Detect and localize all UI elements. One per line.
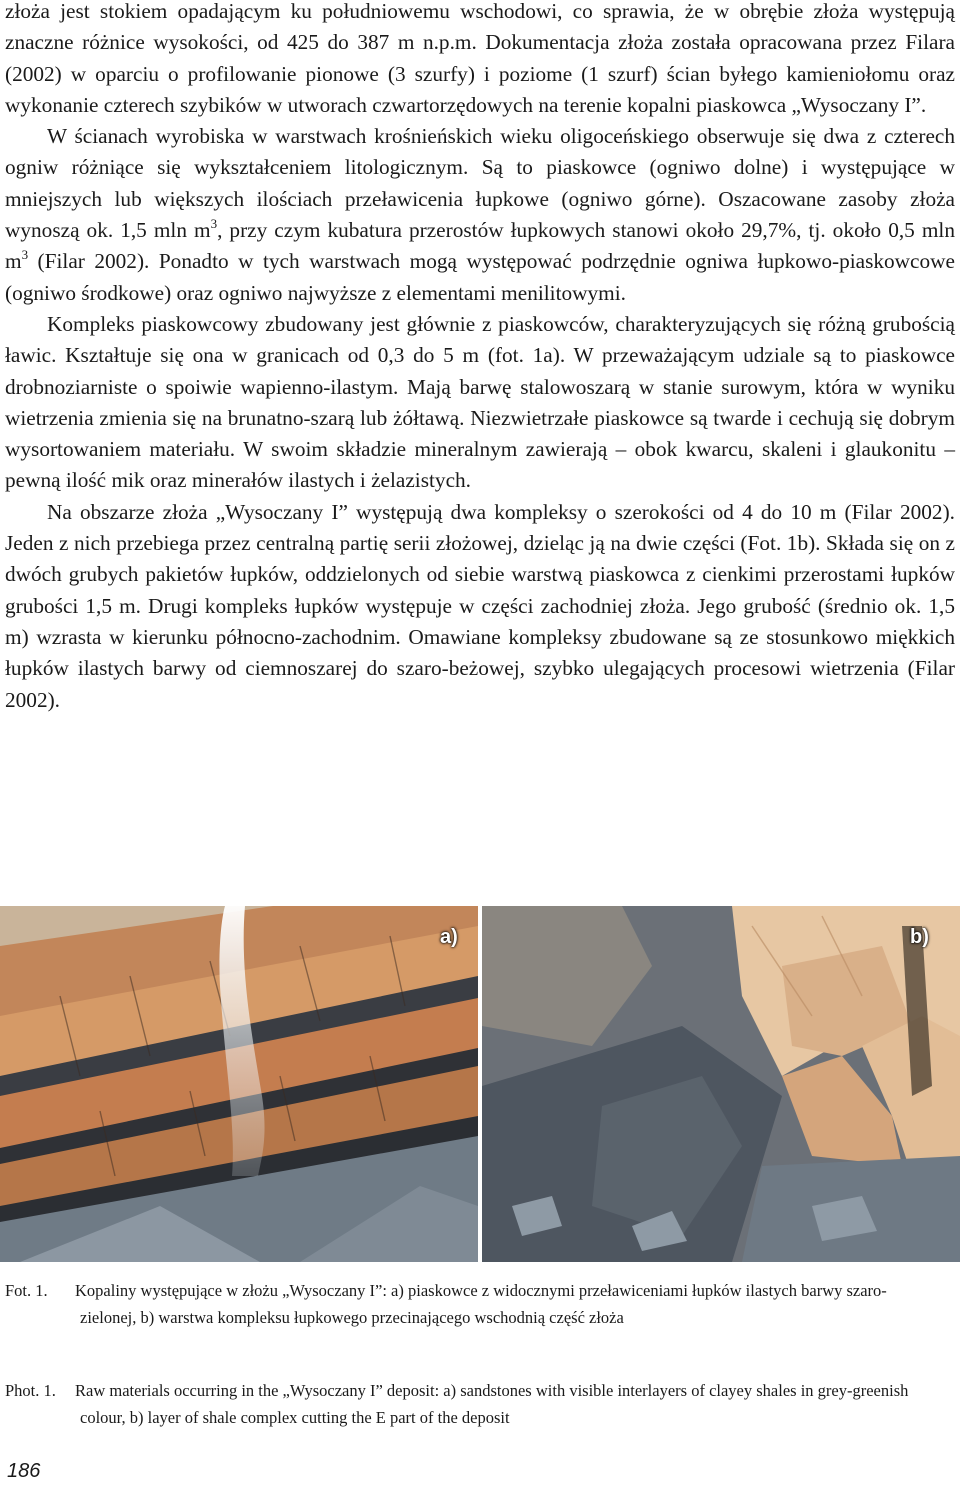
figure-caption-english [5, 1377, 930, 1431]
caption-text: Kopaliny występujące w złożu „Wysoczany I”: a) piaskowce z widocznymi przeławiceniami łupków ilastych barwy szaro-zielonej, b) warstwa kompleksu łupkowego przecinającego wschodnią część złoża [75, 1281, 887, 1327]
paragraph-2-part-c: (Filar 2002). Ponadto w tych warstwach mogą występować podrzędnie ogniwa łupkowo-piaskowcowe (ogniwo środkowe) oraz ogniwo najwyższe z elementami menilitowymi. [5, 249, 955, 305]
photo-label-b: b) [910, 926, 929, 948]
caption-label: Phot. 1. [5, 1381, 56, 1400]
photo-b-image [482, 906, 960, 1262]
paragraph-2 [5, 121, 955, 309]
paragraph-4: Na obszarze złoża „Wysoczany I” występują dwa kompleksy o szerokości od 4 do 10 m (Filar 2002). Jeden z nich przebiega przez centralną partię serii złożowej, dzieląc ją na dwie części (Fot. 1b). Składa się on z dwóch grubych pakietów łupków, oddzielonych od siebie warstwą piaskowca z cienkimi przerostami łupków grubości 1,5 m. Drugi kompleks łupków występuje w części zachodniej złoża. Jego grubość (średnio ok. 1,5 m) wzrasta w kierunku północno-zachodnim. Omawiane kompleksy zbudowane są ze stosunkowo miękkich łupków ilastych barwy od ciemnoszarej do szaro-beżowej, szybko ulegających procesowi wietrzenia (Filar 2002). [5, 499, 955, 712]
superscript-3: 3 [21, 247, 29, 263]
paragraph-2-part-a: W ścianach wyrobiska w warstwach krośnieńskich wieku oligoceńskiego obserwuje się dwa z czterech ogniw różniące się wykształceniem litologicznym. Są to piaskowce (ogniwo dolne) i występujące w mniejszych lub większych ilościach przeławicenia łupkowe (ogniwo górne). Oszacowane zasoby złoża wynoszą ok. 1,5 mln m [5, 124, 955, 243]
photo-a-image [0, 906, 478, 1262]
superscript-3: 3 [210, 215, 218, 231]
caption-label: Fot. 1. [5, 1281, 48, 1300]
figure-caption-polish [5, 1277, 930, 1331]
page-number: 186 [7, 1460, 41, 1482]
paragraph-2-part-b: , przy czym kubatura przerostów łupkowych stanowi około 29,7%, tj. około 0,5 mln m [5, 218, 955, 274]
photo-a [0, 906, 478, 1262]
body-text [5, 0, 955, 716]
caption-text: Raw materials occurring in the „Wysoczany I” deposit: a) sandstones with visible interlayers of clayey shales in grey-greenish colour, b) layer of shale complex cutting the E part of the deposit [75, 1381, 909, 1427]
photo-label-a: a) [440, 926, 458, 948]
photo-b [482, 906, 960, 1262]
paragraph-3: Kompleks piaskowcowy zbudowany jest głównie z piaskowców, charakteryzujących się różną grubością ławic. Kształtuje się ona w granicach od 0,3 do 5 m (fot. 1a). W przeważającym udziale są to piaskowce drobnoziarniste o spoiwie wapienno-ilastym. Mają barwę stalowoszarą w stanie surowym, która w wyniku wietrzenia zmienia się na brunatno-szarą lub żółtawą. Niezwietrzałe piaskowce są twarde i cechują się dobrym wysortowaniem materiału. W swoim składzie mineralnym zawierają – obok kwarcu, skaleni i glaukonitu – pewną ilość mik oraz minerałów ilastych i żelazistych. [5, 311, 955, 493]
figure-photos [0, 906, 960, 1262]
paragraph-1: złoża jest stokiem opadającym ku południowemu wschodowi, co sprawia, że w obrębie złoża występują znaczne różnice wysokości, od 425 do 387 m n.p.m. Dokumentacja złoża została opracowana przez Filara (2002) w oparciu o profilowanie pionowe (3 szurfy) i poziome (1 szurf) ścian byłego kamieniołomu oraz wykonanie czterech szybików w utworach czwartorzędowych na terenie kopalni piaskowca „Wysoczany I”. [5, 0, 955, 117]
